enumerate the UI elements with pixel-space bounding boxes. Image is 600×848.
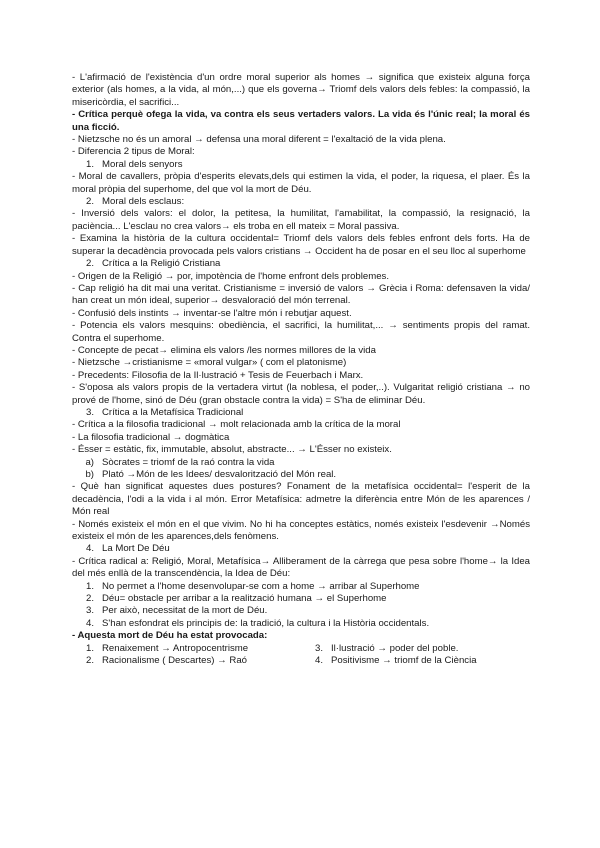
- section-2-para: - Origen de la Religió → por, impotència de l'home enfront dels problemes.: [72, 270, 389, 282]
- section-3-para: - La filosofia tradicional → dogmàtica: [72, 431, 230, 443]
- section-3-sublist-item: [72, 457, 530, 469]
- causes-left-column: [72, 643, 301, 668]
- section-4-heading: [72, 543, 530, 555]
- list-text: Déu= obstacle per arribar a la realització humana → el Superhome: [102, 593, 387, 605]
- moral-type-2-para-1: - Inversió dels valors: el dolor, la petitesa, la humilitat, l'amabilitat, la compassió, la resignació, la paciència... L'esclau no crea valors→ els troba en ell mateix = Moral passiva.: [72, 208, 530, 232]
- intro-para-4: - Diferencia 2 tipus de Moral:: [72, 146, 195, 158]
- list-text: Sòcrates = triomf de la raó contra la vida: [102, 456, 275, 468]
- list-text: Plató →Món de les Idees/ desvalorització del Món real.: [102, 469, 337, 480]
- cause-item: [72, 643, 301, 655]
- moral-type-2-para-2: - Examina la història de la cultura occidental= Triomf dels valors dels febles enfront dels forts. Ha de superar la decadència provocada pels valors cristians → Occident ha de posar en el seu lloc al superhome: [72, 233, 530, 257]
- list-number: 3.: [85, 605, 94, 617]
- section-2-para: - Potencia els valors mesquins: obediència, el sacrifici, la humilitat,... → sentiments propis del ramat. Contra el superhome.: [72, 320, 530, 344]
- list-title: Moral dels esclaus:: [102, 196, 185, 208]
- section-2-para: - Cap religió ha dit mai una veritat. Cristianisme = inversió de valors → Grècia i Roma: defensaven la vida/ han creat un món ideal, superior→ desvaloració del món terrenal.: [72, 282, 530, 307]
- section-3-heading: [72, 407, 530, 419]
- section-2-para: - Confusió dels instints → inventar-se l'altre món i rebutjar aquest.: [72, 307, 352, 319]
- list-letter: a): [85, 456, 94, 468]
- moral-type-1-para: - Moral de cavallers, pròpia d'esperits elevats,dels qui estimen la vida, el poder, la riquesa, el plaer. És la moral pròpia del superhome, del que vol la mort de Déu.: [72, 171, 530, 195]
- section-4-para: - Crítica radical a: Religió, Moral, Metafísica→ Alliberament de la càrrega que pesa sobre l'home→ la Idea del més enllà de la transcendència, la Idea de Déu:: [72, 555, 530, 580]
- section-2-para: - Concepte de pecat→ elimina els valors /les normes millores de la vida: [72, 344, 376, 356]
- list-text: Renaixement → Antropocentrisme: [102, 642, 249, 654]
- list-number: 4.: [85, 617, 94, 629]
- section-2-para: - S'oposa als valors propis de la vertadera virtut (la noblesa, el poder,..). Vulgaritat religió cristiana → no prové de l'home, sinó de Déu (gran obstacle contra la vida) = S'ha de eliminar Déu.: [72, 382, 530, 406]
- section-3-para: - Què han significat aquestes dues postures? Fonament de la metafísica occidental= l'esperit de la decadència, l'odi a la vida i al món. Error Metafísica: admetre la diferència entre Món de les aparences / Món real: [72, 481, 530, 518]
- section-4-list-item: [72, 593, 530, 605]
- list-number: 1.: [85, 158, 94, 170]
- list-number: 2.: [85, 196, 94, 208]
- section-title: Crítica a la Metafísica Tradicional: [102, 406, 244, 418]
- section-2-para: - Precedents: Filosofia de la Il·lustració + Tesis de Feuerbach i Marx.: [72, 369, 364, 381]
- section-4-list-item: [72, 605, 530, 617]
- section-4-list-item: [72, 618, 530, 630]
- intro-para-1: - L'afirmació de l'existència d'un ordre moral superior als homes → significa que existeix alguna força exterior (als homes, a la vida, al món,...) que els governa→ Triomf dels valors dels febles: la compassió, la misericòrdia, el sacrifici...: [72, 72, 530, 108]
- section-2-heading: [72, 258, 530, 270]
- section-4-list-item: [72, 581, 530, 593]
- list-text: Positivisme → triomf de la Ciència: [331, 655, 477, 667]
- moral-type-1-heading: [72, 159, 530, 171]
- section-title: La Mort De Déu: [102, 543, 170, 555]
- list-text: Il·lustració → poder del poble.: [331, 642, 459, 654]
- list-number: 2.: [85, 593, 94, 605]
- cause-item: [301, 655, 530, 667]
- list-number: 3.: [314, 642, 323, 654]
- moral-type-2-heading: [72, 196, 530, 208]
- section-3-sublist-item: [72, 469, 530, 481]
- list-number: 1.: [85, 580, 94, 592]
- section-number: 3.: [85, 406, 94, 418]
- causes-right-column: [301, 643, 530, 668]
- causes-columns: [72, 643, 530, 668]
- section-number: 2.: [85, 258, 94, 270]
- list-text: S'han esfondrat els principis de: la tradició, la cultura i la Història occidentals.: [102, 617, 430, 629]
- section-3-para: - Crítica a la filosofia tradicional → molt relacionada amb la crítica de la moral: [72, 419, 401, 431]
- list-text: No permet a l'home desenvolupar-se com a home → arribar al Superhome: [102, 580, 420, 592]
- section-3-para: - Només existeix el món en el que vivim. No hi ha conceptes estàtics, només existeix l'esdevenir →Només existeix el món de les aparences,dels fenòmens.: [72, 518, 530, 543]
- list-text: Per això, necessitat de la mort de Déu.: [102, 605, 268, 617]
- list-title: Moral dels senyors: [102, 158, 183, 170]
- section-2-para: - Nietzsche →cristianisme = «moral vulgar» ( com el platonisme): [72, 357, 347, 369]
- section-4-provoked: - Aquesta mort de Déu ha estat provocada:: [72, 630, 268, 642]
- list-letter: b): [85, 469, 94, 480]
- list-number: 2.: [85, 655, 94, 667]
- cause-item: [301, 643, 530, 655]
- intro-para-3: - Nietzsche no és un amoral → defensa una moral diferent = l'exaltació de la vida plena.: [72, 134, 446, 146]
- section-3-para: - Ésser = estàtic, fix, immutable, absolut, abstracte... → L'Ésser no existeix.: [72, 444, 392, 456]
- cause-item: [72, 655, 301, 667]
- list-number: 1.: [85, 642, 94, 654]
- list-number: 4.: [314, 655, 323, 667]
- document-page: [72, 72, 530, 668]
- list-text: Racionalisme ( Descartes) → Raó: [102, 655, 248, 667]
- intro-para-2: - Crítica perquè ofega la vida, va contra els seus vertaders valors. La vida és l'únic real; la moral és una ficció.: [72, 109, 530, 133]
- section-number: 4.: [85, 543, 94, 555]
- section-title: Crítica a la Religió Cristiana: [102, 258, 221, 270]
